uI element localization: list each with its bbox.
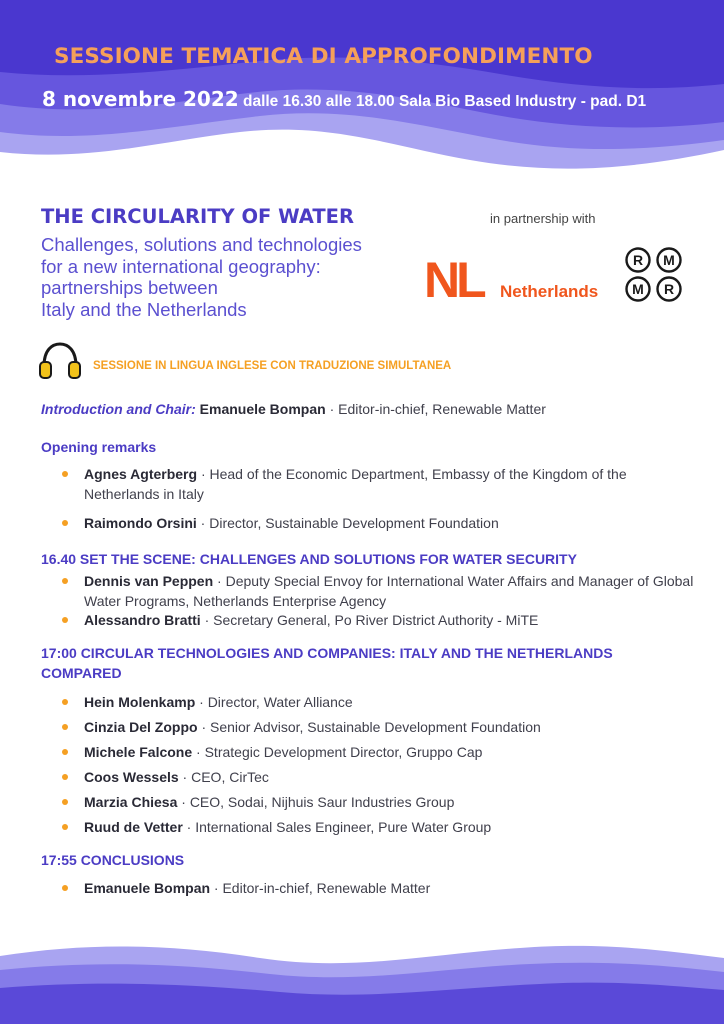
language-note: SESSIONE IN LINGUA INGLESE CON TRADUZIONE SIMULTANEA <box>93 360 452 372</box>
speaker-role: · Director, Sustainable Development Foundation <box>196 515 499 531</box>
speaker-name: Marzia Chiesa <box>84 794 178 810</box>
list-item <box>84 571 694 611</box>
speaker-name: Emanuele Bompan <box>84 880 211 896</box>
list-item <box>84 464 694 504</box>
section-heading: 17:55 CONCLUSIONS <box>41 852 185 868</box>
speaker-role: · Senior Advisor, Sustainable Development Foundation <box>197 719 541 735</box>
speaker-name: Dennis van Peppen <box>84 573 214 589</box>
rm-logo-letter: R <box>632 252 644 268</box>
bullet-dot <box>62 724 68 730</box>
subtitle-line: for a new international geography: <box>41 255 321 277</box>
footer-wave-banner <box>0 934 724 1024</box>
list-item <box>84 878 694 898</box>
list-item <box>84 610 694 630</box>
speaker-name: Michele Falcone <box>84 744 193 760</box>
bullet-dot <box>62 824 68 830</box>
list-item <box>84 742 694 762</box>
list-item <box>84 792 694 812</box>
list-item <box>84 692 694 712</box>
nl-logo-word: Netherlands <box>500 282 599 301</box>
speaker-role: · International Sales Engineer, Pure Water Group <box>182 819 492 835</box>
speaker-role: · Editor-in-chief, Renewable Matter <box>210 880 431 896</box>
rm-logo-letter: M <box>632 281 644 297</box>
speaker-name: Ruud de Vetter <box>84 819 183 835</box>
speaker-role: · CEO, CirTec <box>178 769 269 785</box>
speaker-role: · Head of the Economic Department, Embassy of the Kingdom of the Netherlands in Italy <box>84 466 627 502</box>
headphones-icon <box>38 340 82 380</box>
list-item <box>84 513 694 533</box>
speaker-name: Alessandro Bratti <box>84 612 201 628</box>
event-date-location <box>42 87 646 111</box>
event-title: SESSIONE TEMATICA DI APPROFONDIMENTO <box>54 44 593 69</box>
section-heading: 16.40 SET THE SCENE: CHALLENGES AND SOLUTIONS FOR WATER SECURITY <box>41 551 577 567</box>
intro-label: Introduction and Chair: <box>41 401 196 417</box>
subtitle-line: Challenges, solutions and technologies <box>41 234 362 255</box>
bullet-dot <box>62 885 68 891</box>
nl-logo-mark: NL <box>424 259 483 301</box>
netherlands-logo <box>424 259 604 301</box>
speaker-role: · CEO, Sodai, Nijhuis Saur Industries Group <box>177 794 455 810</box>
section-heading: Opening remarks <box>41 439 157 455</box>
speaker-name: Hein Molenkamp <box>84 694 196 710</box>
renewable-matter-logo <box>624 247 684 303</box>
page-subtitle <box>41 234 421 320</box>
rm-logo-letter: M <box>663 252 675 268</box>
bullet-dot <box>62 749 68 755</box>
bullet-dot <box>62 520 68 526</box>
event-date: 8 novembre 2022 <box>42 87 239 111</box>
bullet-dot <box>62 471 68 477</box>
subtitle-line: partnerships between <box>41 277 218 298</box>
intro-chair <box>41 401 546 417</box>
speaker-role: · Strategic Development Director, Gruppo Cap <box>192 744 483 760</box>
speaker-name: Raimondo Orsini <box>84 515 197 531</box>
list-item <box>84 717 694 737</box>
bullet-dot <box>62 699 68 705</box>
bullet-dot <box>62 774 68 780</box>
bullet-dot <box>62 617 68 623</box>
bullet-dot <box>62 578 68 584</box>
speaker-role: · Editor-in-chief, Renewable Matter <box>325 401 546 417</box>
event-time-location: dalle 16.30 alle 18.00 Sala Bio Based Industry - pad. D1 <box>238 93 647 110</box>
partnership-label: in partnership with <box>490 211 596 226</box>
speaker-role: · Deputy Special Envoy for International Water Affairs and Manager of Global Water Programs, Netherlands Enterprise Agency <box>84 573 694 609</box>
rm-logo-letter: R <box>663 281 675 297</box>
speaker-role: · Secretary General, Po River District Authority - MiTE <box>200 612 539 628</box>
speaker-name: Agnes Agterberg <box>84 466 198 482</box>
page-title: THE CIRCULARITY OF WATER <box>41 205 354 228</box>
list-item <box>84 817 694 837</box>
speaker-name: Cinzia Del Zoppo <box>84 719 198 735</box>
speaker-name: Emanuele Bompan <box>199 401 326 417</box>
speaker-role: · Director, Water Alliance <box>195 694 353 710</box>
subtitle-line: Italy and the Netherlands <box>41 298 247 320</box>
speaker-name: Coos Wessels <box>84 769 179 785</box>
section-heading: 17:00 CIRCULAR TECHNOLOGIES AND COMPANIES: ITALY AND THE NETHERLANDS COMPARED <box>41 645 613 681</box>
list-item <box>84 767 694 787</box>
bullet-dot <box>62 799 68 805</box>
